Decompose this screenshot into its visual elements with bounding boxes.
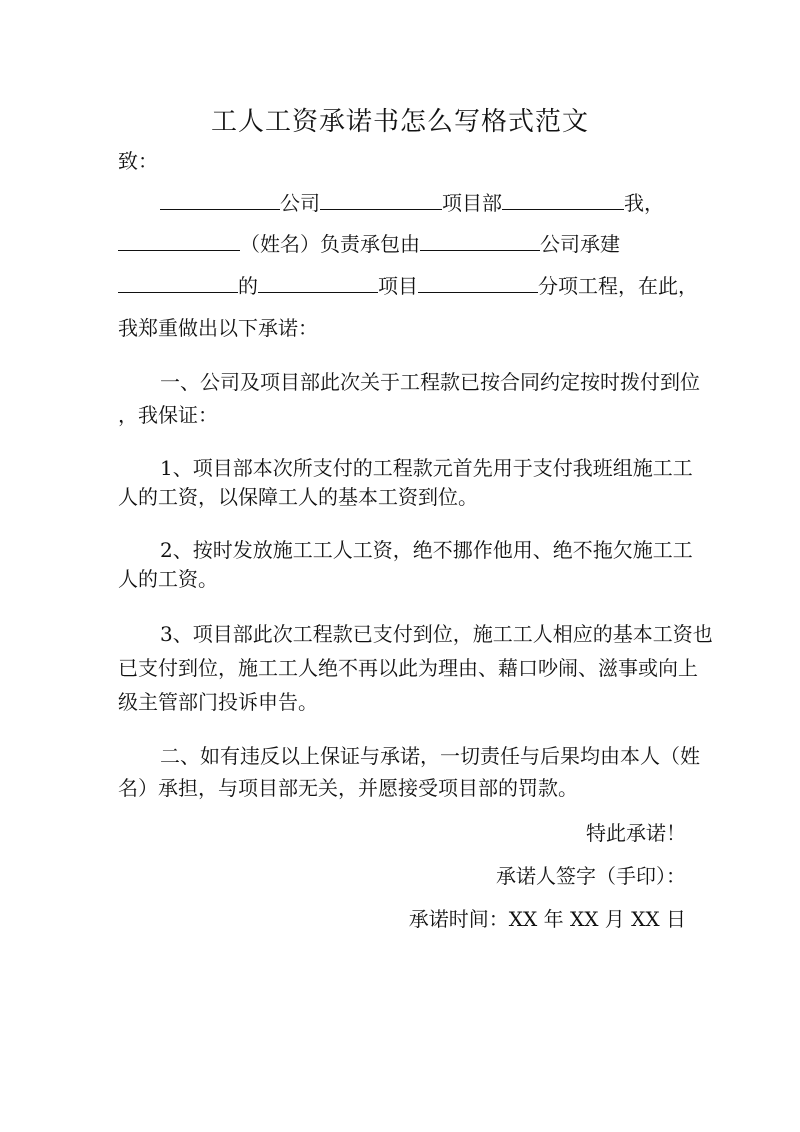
document-title: 工人工资承诺书怎么写格式范文 (210, 107, 589, 137)
paragraph-one-line-1: 一、公司及项目部此次关于工程款已按合同约定按时拨付到位 (160, 370, 700, 394)
signature-line: 承诺人签字（手印）： (496, 864, 686, 888)
salutation: 致： (118, 149, 158, 173)
item-1-line-1: 1、项目部本次所支付的工程款元首先用于支付我班组施工工 (160, 456, 693, 480)
paragraph-two-line-1: 二、如有违反以上保证与承诺，一切责任与后果均由本人（姓 (160, 744, 700, 768)
date-line: 承诺时间：XX 年 XX 月 XX 日 (408, 907, 686, 931)
item-3-line-1: 3、项目部此次工程款已支付到位，施工工人相应的基本工资也 (160, 622, 713, 646)
item-2-line-2: 人的工资。 (118, 567, 218, 591)
blank-field[interactable] (418, 274, 538, 293)
intro-subproject-text: 分项工程，在此， (538, 274, 698, 298)
intro-of-text: 的 (238, 274, 258, 298)
intro-project-dept-text: 项目部 (442, 191, 502, 215)
intro-project-text: 项目 (378, 274, 418, 298)
intro-name-text: （姓名）负责承包由 (240, 232, 420, 256)
item-3-line-3: 级主管部门投诉申告。 (118, 690, 318, 714)
blank-field[interactable] (502, 191, 624, 210)
closing-hereby: 特此承诺！ (586, 821, 686, 845)
blank-field[interactable] (118, 232, 240, 251)
intro-line-2 (118, 231, 620, 257)
blank-field[interactable] (118, 274, 238, 293)
blank-field[interactable] (258, 274, 378, 293)
blank-field[interactable] (320, 191, 442, 210)
item-3-line-2: 已支付到位，施工工人绝不再以此为理由、藉口吵闹、滋事或向上 (118, 656, 698, 680)
item-2-line-1: 2、按时发放施工工人工资，绝不挪作他用、绝不拖欠施工工 (160, 538, 693, 562)
item-1-line-2: 人的工资，以保障工人的基本工资到位。 (118, 485, 478, 509)
intro-line-3 (118, 273, 698, 299)
intro-line-1 (160, 190, 664, 216)
paragraph-one-line-2: ，我保证： (118, 403, 218, 427)
intro-me-text: 我， (624, 191, 664, 215)
intro-company-text: 公司 (280, 191, 320, 215)
intro-line-4: 我郑重做出以下承诺： (118, 316, 318, 340)
intro-company-build-text: 公司承建 (540, 232, 620, 256)
blank-field[interactable] (160, 191, 280, 210)
blank-field[interactable] (420, 232, 540, 251)
paragraph-two-line-2: 名）承担，与项目部无关，并愿接受项目部的罚款。 (118, 776, 578, 800)
